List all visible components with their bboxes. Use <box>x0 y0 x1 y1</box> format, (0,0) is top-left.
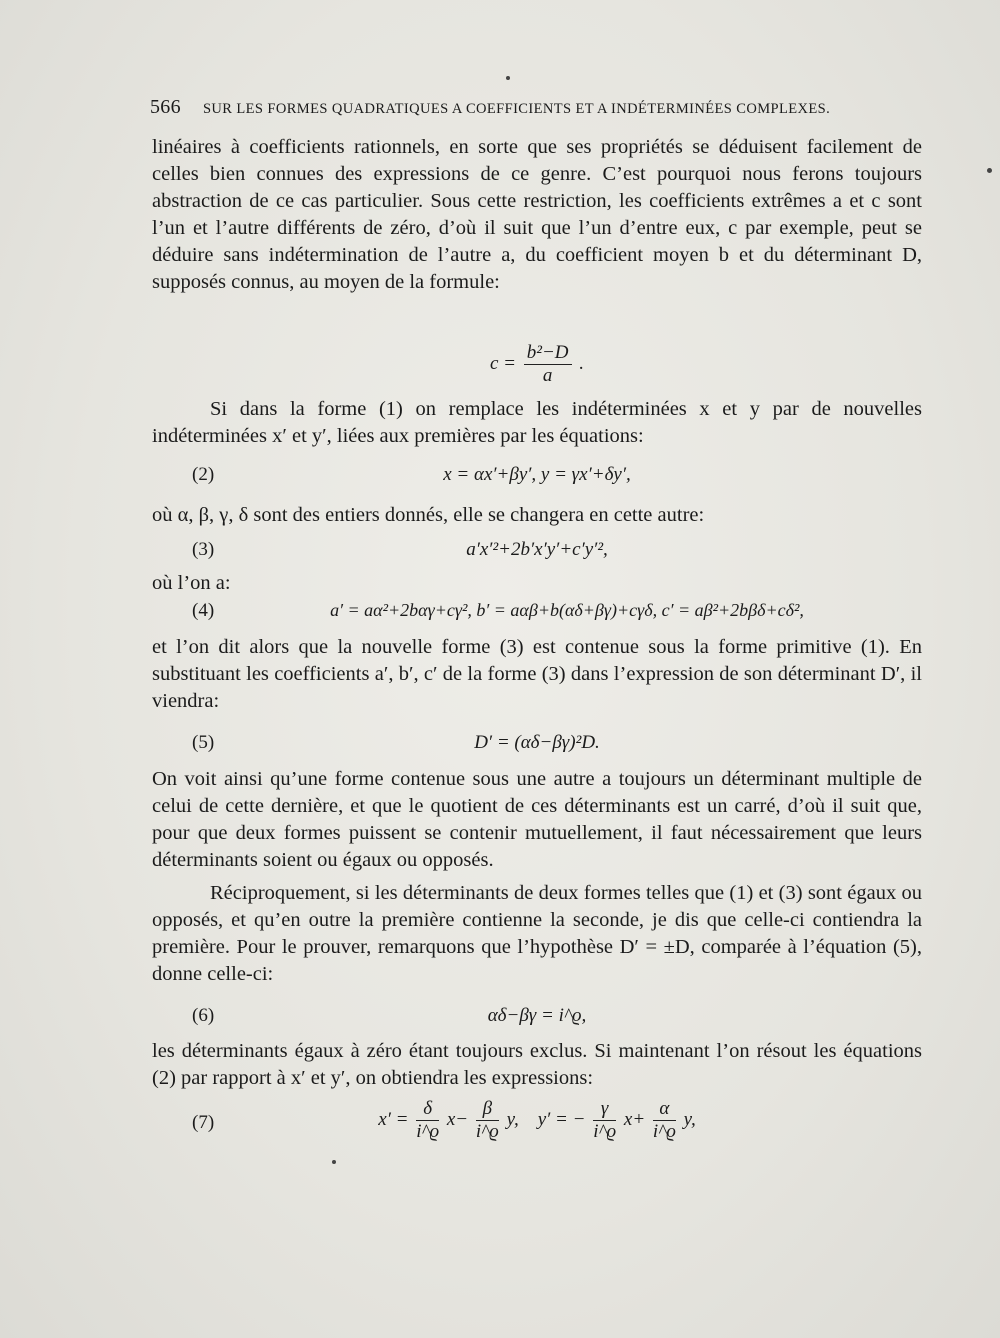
eq7-var-3: x+ <box>623 1108 646 1130</box>
ink-speck <box>332 1160 336 1164</box>
equation-2 <box>152 464 922 492</box>
paragraph-1: linéaires à coefficients rationnels, en sorte que ses propriétés se déduisent facilement de celles bien connues des expressions de ce genre. C’est pourquoi nous ferons toujours abstraction de ce cas particulier. Sous cette restriction, les coefficients extrêmes a et c sont l’un et l’autre différents de zéro, d’où il suit que l’un d’entre eux, c par exemple, peut se déduire sans indétermination de l’autre a, du coefficient moyen b et du déterminant D, supposés connus, au moyen de la formule: <box>152 136 922 293</box>
eq7-fraction-4 <box>653 1098 676 1143</box>
equation-3-body: a′x′²+2b′x′y′+c′y′², <box>466 539 608 560</box>
paragraph-6: On voit ainsi qu’une forme contenue sous une autre a toujours un déterminant multiple de celui de cette dernière, et que le quotient de ces déterminants est un carré, d’où il suit que, pour que deux formes puissent se contenir mutuellement, il faut nécessairement que leurs déterminants soient ou égaux ou opposés. <box>152 768 922 871</box>
eq7-xprime: x′ = <box>378 1108 409 1130</box>
eq7-f1-num: δ <box>416 1098 439 1121</box>
page-number: 566 <box>150 96 181 118</box>
equation-6-label: (6) <box>192 1005 215 1026</box>
equation-4-body: a′ = aα²+2bαγ+cγ², b′ = aαβ+b(αδ+βγ)+cγδ, c′ = aβ²+2bβδ+cδ², <box>330 600 804 620</box>
running-title: SUR LES FORMES QUADRATIQUES A COEFFICIENTS ET A INDÉTERMINÉES COMPLEXES. <box>202 101 831 117</box>
paragraph-2: Si dans la forme (1) on remplace les indéterminées x et y par de nouvelles indéterminées x′ et y′, liées aux premières par les équations: <box>152 398 922 447</box>
eq7-var-1: x− <box>446 1108 469 1130</box>
eq7-fraction-2 <box>476 1098 499 1143</box>
eq7-fraction-1 <box>416 1098 439 1143</box>
equation-2-body: x = αx′+βy′, y = γx′+δy′, <box>443 464 631 485</box>
formula-c-numerator: b²−D <box>524 342 572 365</box>
formula-c-end: . <box>579 352 584 374</box>
eq7-f2-den: i^ϱ <box>475 1121 499 1142</box>
paragraph-4: où l’on a: <box>152 572 231 594</box>
eq7-f4-num: α <box>653 1098 676 1121</box>
running-header <box>150 96 922 119</box>
equation-4-label: (4) <box>192 600 215 621</box>
paragraph-5: et l’on dit alors que la nouvelle forme (3) est contenue sous la forme primitive (1). En substituant les coefficients a′, b′, c′ de la forme (3) dans l’expression de son déterminant D′, il viendra: <box>152 636 922 712</box>
formula-c <box>152 342 922 388</box>
eq7-fraction-3 <box>593 1098 616 1143</box>
eq7-yprime: y′ = − <box>537 1108 586 1130</box>
equation-2-label: (2) <box>192 464 215 485</box>
eq7-f3-num: γ <box>593 1098 616 1121</box>
formula-c-fraction <box>524 342 572 387</box>
formula-c-lhs: c = <box>489 352 516 374</box>
paragraph-3: où α, β, γ, δ sont des entiers donnés, elle se changera en cette autre: <box>152 504 705 526</box>
paragraph-8: les déterminants égaux à zéro étant toujours exclus. Si maintenant l’on résout les équations (2) par rapport à x′ et y′, on obtiendra les expressions: <box>152 1040 922 1089</box>
eq7-f4-den: i^ϱ <box>652 1121 676 1142</box>
equation-6 <box>152 1005 922 1033</box>
eq7-f1-den: i^ϱ <box>416 1121 440 1142</box>
formula-c-denominator: a <box>542 365 553 386</box>
eq7-f3-den: i^ϱ <box>593 1121 617 1142</box>
eq7-var-2: y, <box>506 1108 519 1130</box>
equation-4 <box>152 600 922 628</box>
eq7-f2-num: β <box>476 1098 499 1121</box>
equation-5 <box>152 732 922 760</box>
equation-3 <box>152 539 922 567</box>
equation-6-body: αδ−βγ = i^ϱ, <box>487 1005 587 1026</box>
equation-5-label: (5) <box>192 732 215 753</box>
equation-3-label: (3) <box>192 539 215 560</box>
eq7-var-4: y, <box>683 1108 696 1130</box>
equation-7-label: (7) <box>192 1112 215 1133</box>
ink-speck <box>987 168 992 173</box>
ink-speck <box>506 76 510 80</box>
equation-7 <box>152 1098 922 1148</box>
equation-5-body: D′ = (αδ−βγ)²D. <box>474 732 600 753</box>
paragraph-7: Réciproquement, si les déterminants de deux formes telles que (1) et (3) sont égaux ou opposés, et qu’en outre la première contienne la seconde, je dis que celle-ci contiendra la première. Pour le prouver, remarquons que l’hypothèse D′ = ±D, comparée à l’équation (5), donne celle-ci: <box>152 882 922 985</box>
